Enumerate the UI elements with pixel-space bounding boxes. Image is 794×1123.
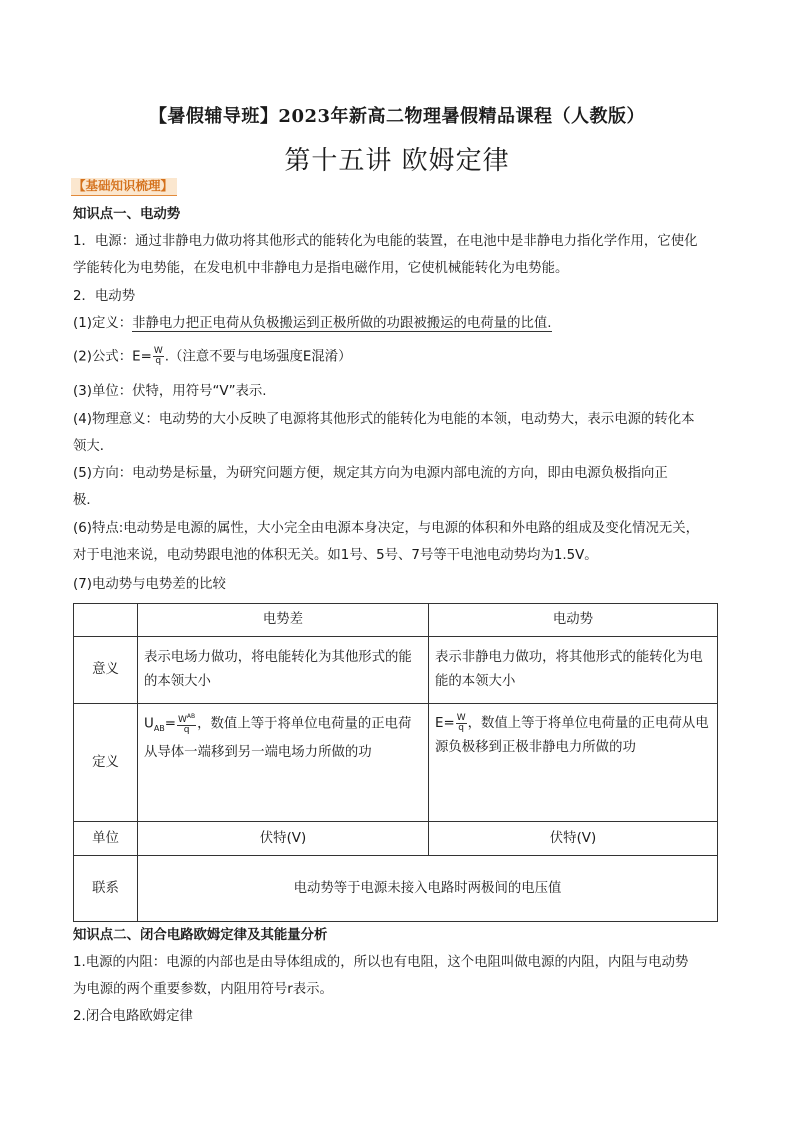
emf-numerator: W [456, 712, 466, 723]
uab-symbol: U [144, 716, 154, 732]
link-text: 电动势等于电源未接入电路时两极间的电压值 [138, 856, 718, 922]
col-header-potential-difference: 电势差 [138, 604, 429, 637]
col-header-emf: 电动势 [429, 604, 718, 637]
unit-emf: 伏特(V) [429, 822, 718, 856]
formula-label: (2)公式：E= [73, 349, 152, 365]
kp2-heading: 知识点二、闭合电路欧姆定律及其能量分析 [73, 928, 328, 943]
table-header-row [74, 604, 718, 637]
definition-emf [429, 704, 718, 822]
table-row-definition [74, 704, 718, 822]
lecture-title: 第十五讲 欧姆定律 [284, 146, 510, 176]
uab-fraction [177, 712, 196, 735]
row-label-meaning: 意义 [74, 637, 138, 704]
formula-denominator: q [155, 356, 162, 366]
kp1-heading: 知识点一、电动势 [73, 207, 181, 222]
uab-numerator [177, 712, 196, 726]
table-row-link [74, 856, 718, 922]
formula-numerator: W [153, 346, 163, 356]
uab-equals: = [164, 716, 177, 732]
kp1-p1-line1: 1．电源：通过非静电力做功将其他形式的能转化为电能的装置，在电池中是非静电力指化学作用，它使化 [73, 234, 698, 249]
kp1-direction-line2: 极． [73, 493, 100, 508]
meaning-potential-difference: 表示电场力做功，将电能转化为其他形式的能的本领大小 [138, 637, 429, 704]
kp1-feature-line2: 对于电池来说，电动势跟电池的体积无关。如1号、5号、7号等干电池电动势均为1.5V。 [73, 548, 598, 563]
uab-numerator-sub: AB [186, 713, 196, 720]
row-label-unit: 单位 [74, 822, 138, 856]
kp2-p1-line1: 1.电源的内阻：电源的内部也是由导体组成的，所以也有电阻，这个电阻叫做电源的内阻，内阻与电动势 [73, 955, 689, 970]
emf-denominator: q [458, 722, 464, 733]
uab-denominator: q [183, 725, 190, 735]
comparison-table [73, 603, 718, 922]
definition-text: 非静电力把正电荷从负极搬运到正极所做的功跟被搬运的电荷量的比值. [132, 316, 552, 331]
uab-subscript: AB [153, 724, 165, 734]
formula-note: .（注意不要与电场强度E混淆） [164, 349, 352, 365]
definition-potential-difference [138, 704, 429, 822]
kp1-meaning-line2: 领大． [73, 439, 114, 454]
table-row-unit [74, 822, 718, 856]
course-title: 【暑假辅导班】2023年新高二物理暑假精品课程（人教版） [148, 106, 646, 127]
kp1-direction-line1: (5)方向：电动势是标量，为研究问题方便，规定其方向为电源内部电流的方向，即由电源负极指向正 [73, 466, 668, 481]
emf-symbol: E= [435, 716, 455, 731]
row-label-link: 联系 [74, 856, 138, 922]
table-corner-cell [74, 604, 138, 637]
kp1-formula [73, 347, 352, 368]
definition-label: (1)定义： [73, 316, 133, 331]
kp1-p1-line2: 学能转化为电势能，在发电机中非静电力是指电磁作用，它使机械能转化为电势能。 [73, 261, 569, 276]
definition-emf-text: ，数值上等于将单位电荷量的正电荷从电源负极移到正极非静电力所做的功 [435, 716, 709, 755]
kp1-definition [73, 314, 552, 334]
kp2-p1-line2: 为电源的两个重要参数，内阻用符号r表示。 [73, 982, 333, 997]
section-tag: 【基础知识梳理】 [71, 178, 177, 196]
kp2-p2: 2.闭合电路欧姆定律 [73, 1009, 193, 1024]
definition-potential-difference-text: ，数值上等于将单位电荷量的正电荷从导体一端移到另一端电场力所做的功 [144, 716, 412, 761]
kp1-unit: (3)单位：伏特，用符号“V”表示. [73, 384, 267, 399]
emf-fraction [456, 714, 467, 733]
table-row-meaning [74, 637, 718, 704]
kp1-feature-line1: (6)特点:电动势是电源的属性，大小完全由电源本身决定，与电源的体积和外电路的组成及变化情况无关， [73, 521, 700, 536]
uab-numerator-w: W [178, 715, 187, 725]
kp1-p2: 2．电动势 [73, 289, 136, 304]
unit-potential-difference: 伏特(V) [138, 822, 429, 856]
meaning-emf: 表示非静电力做功，将其他形式的能转化为电能的本领大小 [429, 637, 718, 704]
kp1-meaning-line1: (4)物理意义：电动势的大小反映了电源将其他形式的能转化为电能的本领，电动势大，表示电源的转化本 [73, 412, 695, 427]
formula-fraction [153, 347, 164, 366]
kp1-compare: (7)电动势与电势差的比较 [73, 577, 226, 592]
row-label-definition: 定义 [74, 704, 138, 822]
